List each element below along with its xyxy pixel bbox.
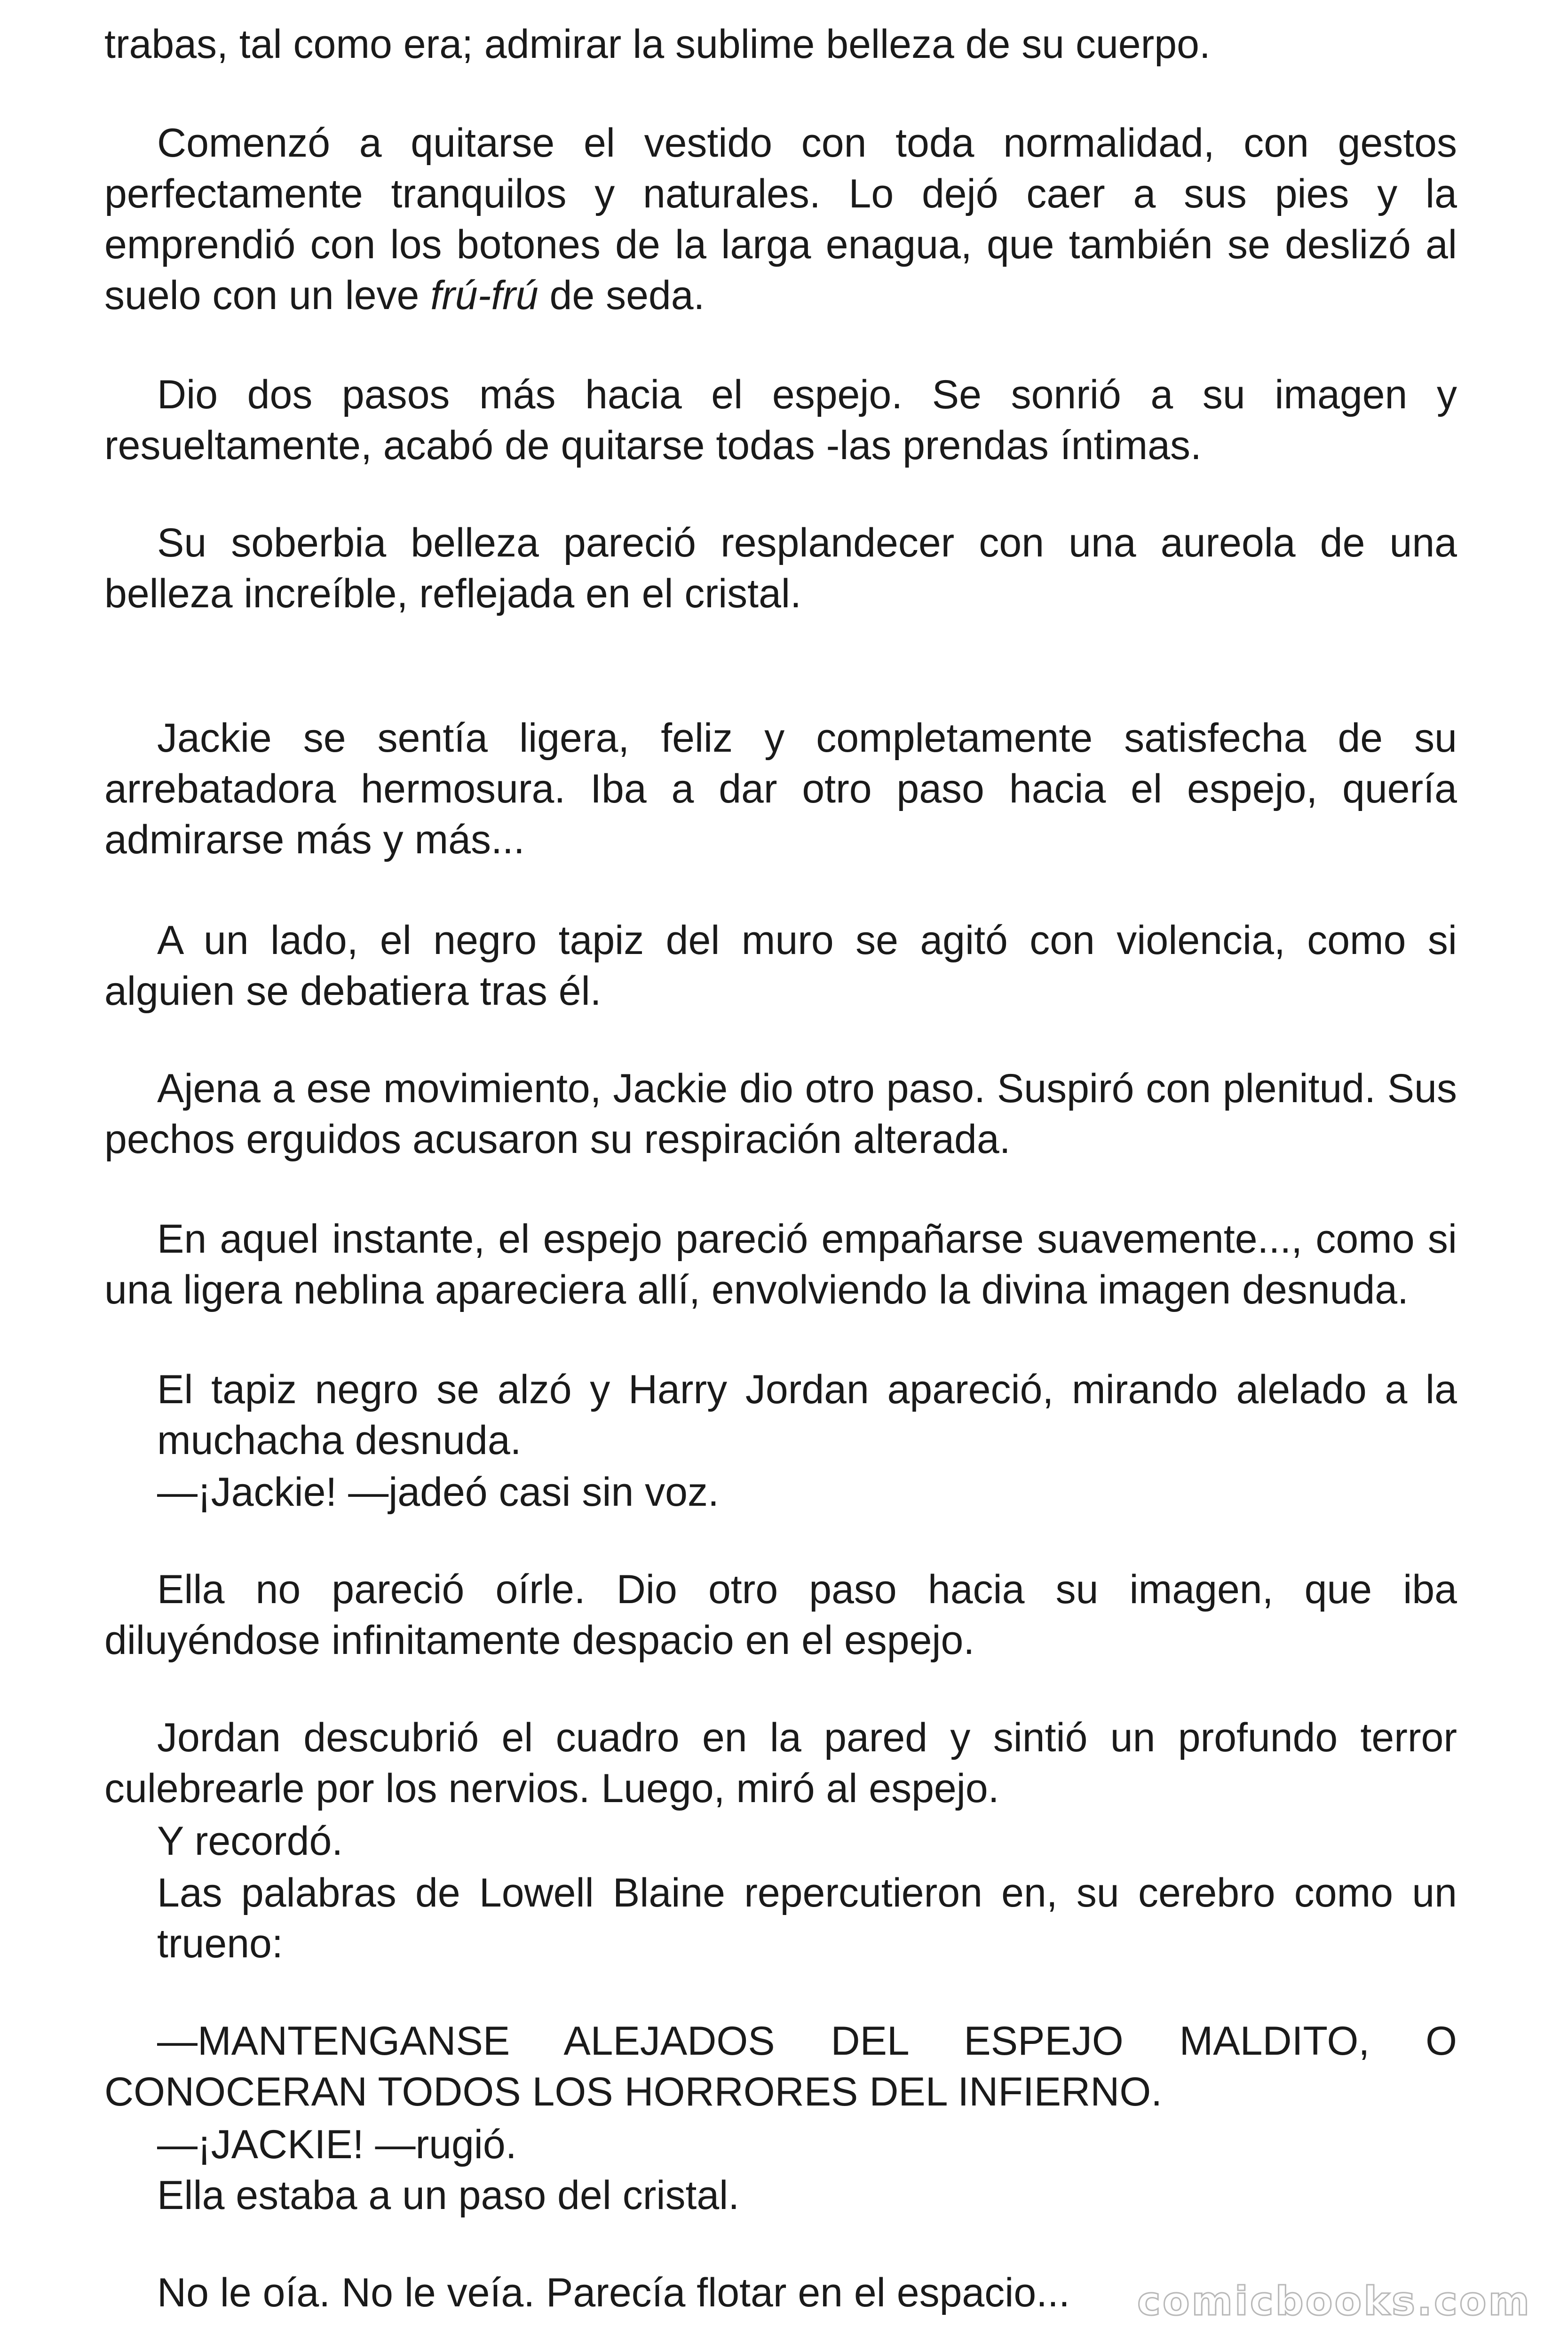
document-page	[104, 0, 1457, 2352]
paragraph-8: En aquel instante, el espejo pareció empañarse suavemente..., como si una ligera neblina apareciera allí, envolviendo la divina imagen desnuda.	[104, 1216, 1457, 1312]
paragraph-16: —¡JACKIE! —rugió.	[157, 2122, 517, 2167]
paragraph-10: —¡Jackie! —jadeó casi sin voz.	[157, 1470, 719, 1515]
paragraph-15: —MANTENGANSE ALEJADOS DEL ESPEJO MALDITO, O CONOCERAN TODOS LOS HORRORES DEL INFIERNO.	[104, 2018, 1457, 2114]
paragraph-11: Ella no pareció oírle. Dio otro paso hacia su imagen, que iba diluyéndose infinitamente despacio en el espejo.	[104, 1567, 1457, 1663]
paragraph-2-italic: frú-frú	[430, 273, 539, 318]
paragraph-9: El tapiz negro se alzó y Harry Jordan apareció, mirando alelado a la muchacha desnuda.	[157, 1367, 1457, 1463]
paragraph-2	[104, 118, 1457, 321]
paragraph-1: trabas, tal como era; admirar la sublime belleza de su cuerpo.	[104, 22, 1211, 67]
paragraph-2-text: Comenzó a quitarse el vestido con toda normalidad, con gestos perfectamente tranquilos y naturales. Lo dejó caer a sus pies y la emprendió con los botones de la larga enagua, que también se deslizó al suelo con un leve	[104, 120, 1457, 318]
paragraph-17: Ella estaba a un paso del cristal.	[157, 2173, 740, 2218]
paragraph-4: Su soberbia belleza pareció resplandecer con una aureola de una belleza increíble, reflejada en el cristal.	[104, 520, 1457, 616]
paragraph-7: Ajena a ese movimiento, Jackie dio otro paso. Suspiró con plenitud. Sus pechos erguidos acusaron su respiración alterada.	[104, 1066, 1457, 1162]
paragraph-14: Las palabras de Lowell Blaine repercutieron en, su cerebro como un trueno:	[157, 1870, 1457, 1966]
paragraph-5: Jackie se sentía ligera, feliz y completamente satisfecha de su arrebatadora hermosura. Iba a dar otro paso hacia el espejo, quería admirarse más y más...	[104, 715, 1457, 862]
paragraph-13: Y recordó.	[157, 1819, 343, 1864]
paragraph-6: A un lado, el negro tapiz del muro se agitó con violencia, como si alguien se debatiera tras él.	[104, 918, 1457, 1014]
paragraph-3: Dio dos pasos más hacia el espejo. Se sonrió a su imagen y resueltamente, acabó de quitarse todas -las prendas íntimas.	[104, 372, 1457, 468]
paragraph-12: Jordan descubrió el cuadro en la pared y sintió un profundo terror culebrearle por los nervios. Luego, miró al espejo.	[104, 1715, 1457, 1811]
watermark-logo: comicbooks.com	[1137, 2278, 1531, 2324]
paragraph-2-tail: de seda.	[538, 273, 705, 318]
paragraph-18: No le oía. No le veía. Parecía flotar en el espacio...	[157, 2270, 1070, 2315]
